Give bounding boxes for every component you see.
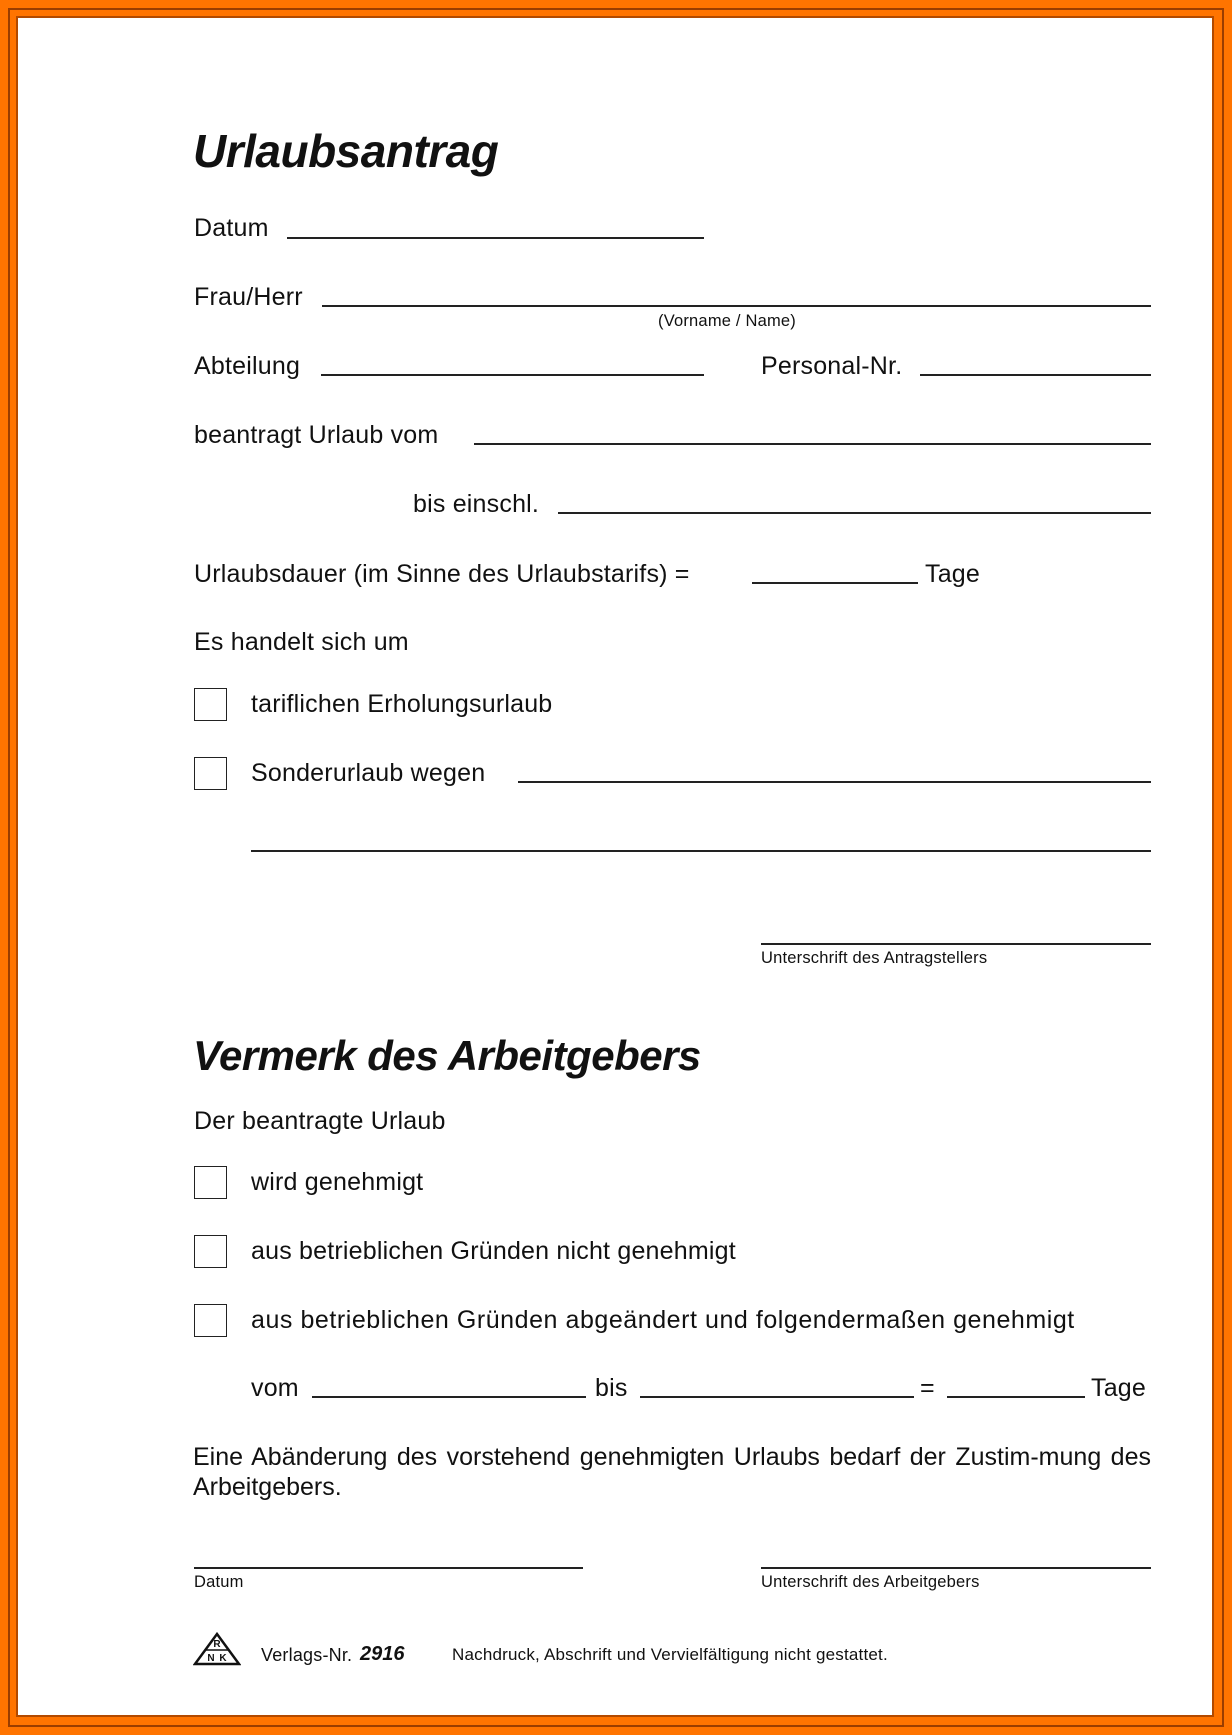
signature-applicant-label: Unterschrift des Antragstellers [761, 949, 988, 967]
svg-text:N: N [207, 1653, 215, 1664]
sonderurlaub-reason-field-2[interactable] [251, 850, 1151, 852]
option-genehmigt-label: wird genehmigt [251, 1168, 424, 1196]
datum-label: Datum [194, 214, 269, 242]
urlaubsdauer-field[interactable] [752, 582, 918, 584]
urlaub-vom-label: beantragt Urlaub vom [194, 421, 439, 449]
employer-datum-label: Datum [194, 1573, 244, 1591]
geaendert-tage-label: Tage [1091, 1374, 1147, 1402]
geaendert-bis-field[interactable] [640, 1396, 914, 1398]
employer-intro: Der beantragte Urlaub [194, 1107, 446, 1135]
sonderurlaub-reason-field[interactable] [518, 781, 1151, 783]
urlaub-vom-field[interactable] [474, 443, 1151, 445]
signature-applicant-line[interactable] [761, 943, 1151, 945]
name-hint: (Vorname / Name) [658, 312, 796, 330]
svg-text:R: R [213, 1639, 221, 1650]
abteilung-field[interactable] [321, 374, 704, 376]
personal-nr-label: Personal-Nr. [761, 352, 903, 380]
employer-datum-line[interactable] [194, 1567, 583, 1569]
bis-einschl-field[interactable] [558, 512, 1151, 514]
form-title: Urlaubsantrag [193, 125, 499, 177]
notice-paragraph: Eine Abänderung des vorstehend genehmigten Urlaubs bedarf der Zustim-mung des Arbeitgebers. [193, 1443, 1151, 1501]
name-field[interactable] [322, 305, 1151, 307]
abteilung-label: Abteilung [194, 352, 301, 380]
option-tariflich-label: tariflichen Erholungsurlaub [251, 690, 553, 718]
option-sonderurlaub-label: Sonderurlaub wegen [251, 759, 486, 787]
verlag-number: 2916 [360, 1643, 405, 1665]
option-nicht-genehmigt-label: aus betrieblichen Gründen nicht genehmigt [251, 1237, 736, 1265]
vom-label: vom [251, 1374, 299, 1402]
svg-text:K: K [219, 1653, 227, 1664]
bis-einschl-label: bis einschl. [413, 490, 540, 518]
frau-herr-label: Frau/Herr [194, 283, 303, 311]
option-abgeaendert-label: aus betrieblichen Gründen abgeändert und folgendermaßen genehmigt [251, 1306, 1075, 1334]
checkbox-nicht-genehmigt[interactable] [194, 1235, 227, 1268]
employer-section-title: Vermerk des Arbeitgebers [193, 1032, 701, 1079]
checkbox-tariflich[interactable] [194, 688, 227, 721]
checkbox-sonderurlaub[interactable] [194, 757, 227, 790]
bis-label: bis [595, 1374, 628, 1402]
signature-employer-line[interactable] [761, 1567, 1151, 1569]
geaendert-vom-field[interactable] [312, 1396, 586, 1398]
verlag-label: Verlags-Nr. [261, 1645, 353, 1665]
urlaubsdauer-label: Urlaubsdauer (im Sinne des Urlaubstarifs) = [194, 560, 690, 588]
checkbox-genehmigt[interactable] [194, 1166, 227, 1199]
equals-sign: = [920, 1374, 935, 1402]
rnk-publisher-logo [193, 1632, 241, 1666]
geaendert-tage-field[interactable] [947, 1396, 1085, 1398]
checkbox-abgeaendert[interactable] [194, 1304, 227, 1337]
tage-label: Tage [925, 560, 981, 588]
es-handelt-label: Es handelt sich um [194, 628, 409, 656]
signature-employer-label: Unterschrift des Arbeitgebers [761, 1573, 980, 1591]
copyright-notice: Nachdruck, Abschrift und Vervielfältigung nicht gestattet. [452, 1645, 888, 1664]
personal-nr-field[interactable] [920, 374, 1151, 376]
datum-field[interactable] [287, 237, 704, 239]
